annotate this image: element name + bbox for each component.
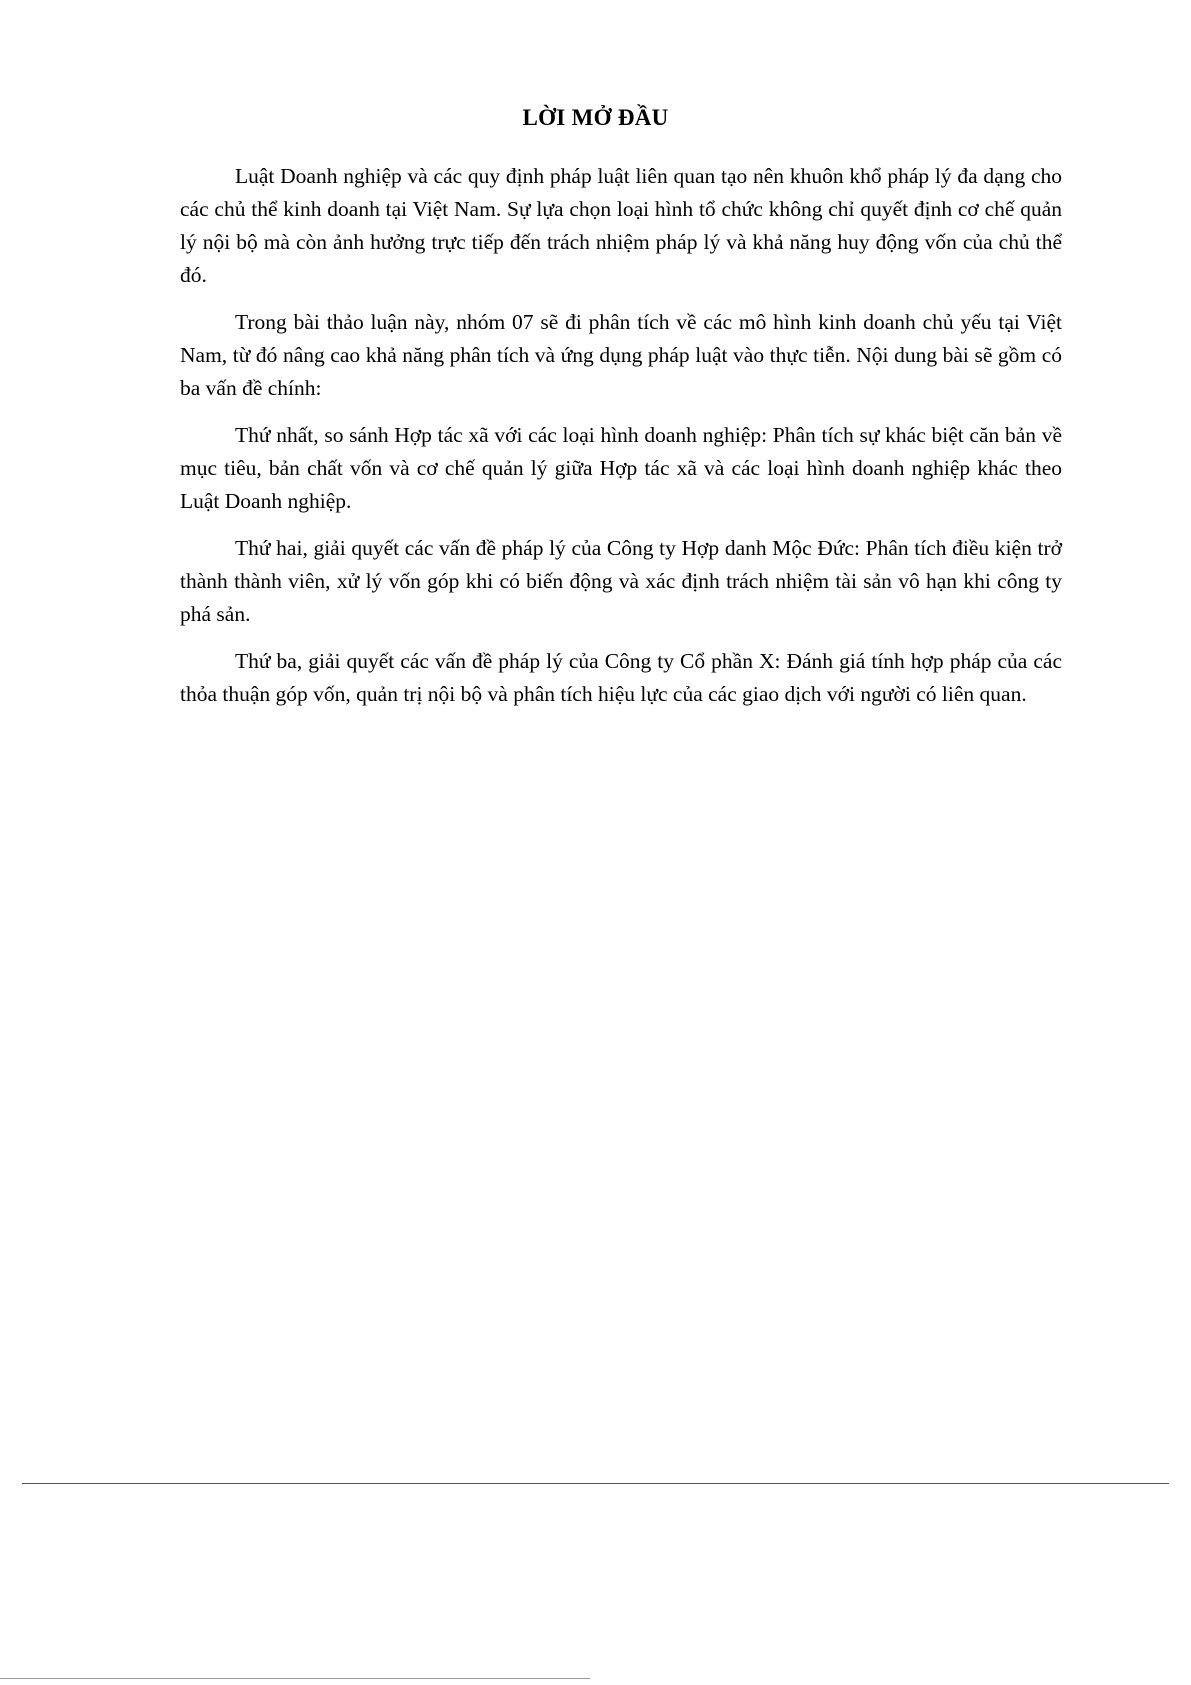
bottom-divider — [0, 1678, 590, 1679]
paragraph-first-issue: Thứ nhất, so sánh Hợp tác xã với các loại hình doanh nghiệp: Phân tích sự khác biệt căn bản về mục tiêu, bản chất vốn và cơ chế quản lý giữa Hợp tác xã và các loại hình doanh nghiệp khác theo Luật Doanh nghiệp. — [180, 423, 1062, 513]
paragraph-intro: Luật Doanh nghiệp và các quy định pháp luật liên quan tạo nên khuôn khổ pháp lý đa dạng cho các chủ thể kinh doanh tại Việt Nam. Sự lựa chọn loại hình tổ chức không chỉ quyết định cơ chế quản lý nội bộ mà còn ảnh hưởng trực tiếp đến trách nhiệm pháp lý và khả năng huy động vốn của chủ thể đó. — [180, 164, 1062, 287]
paragraph-overview: Trong bài thảo luận này, nhóm 07 sẽ đi phân tích về các mô hình kinh doanh chủ yếu tại Việt Nam, từ đó nâng cao khả năng phân tích và ứng dụng pháp luật vào thực tiễn. Nội dung bài sẽ gồm có ba vấn đề chính: — [180, 310, 1062, 400]
paragraph-third-issue: Thứ ba, giải quyết các vấn đề pháp lý của Công ty Cổ phần X: Đánh giá tính hợp pháp của các thỏa thuận góp vốn, quản trị nội bộ và phân tích hiệu lực của các giao dịch với người có liên quan. — [180, 649, 1062, 706]
paragraph-second-issue: Thứ hai, giải quyết các vấn đề pháp lý của Công ty Hợp danh Mộc Đức: Phân tích điều kiện trở thành thành viên, xử lý vốn góp khi có biến động và xác định trách nhiệm tài sản vô hạn khi công ty phá sản. — [180, 536, 1062, 626]
footer-divider — [22, 1483, 1169, 1484]
document-body — [180, 160, 1062, 725]
page-title: LỜI MỞ ĐẦU — [522, 105, 669, 130]
